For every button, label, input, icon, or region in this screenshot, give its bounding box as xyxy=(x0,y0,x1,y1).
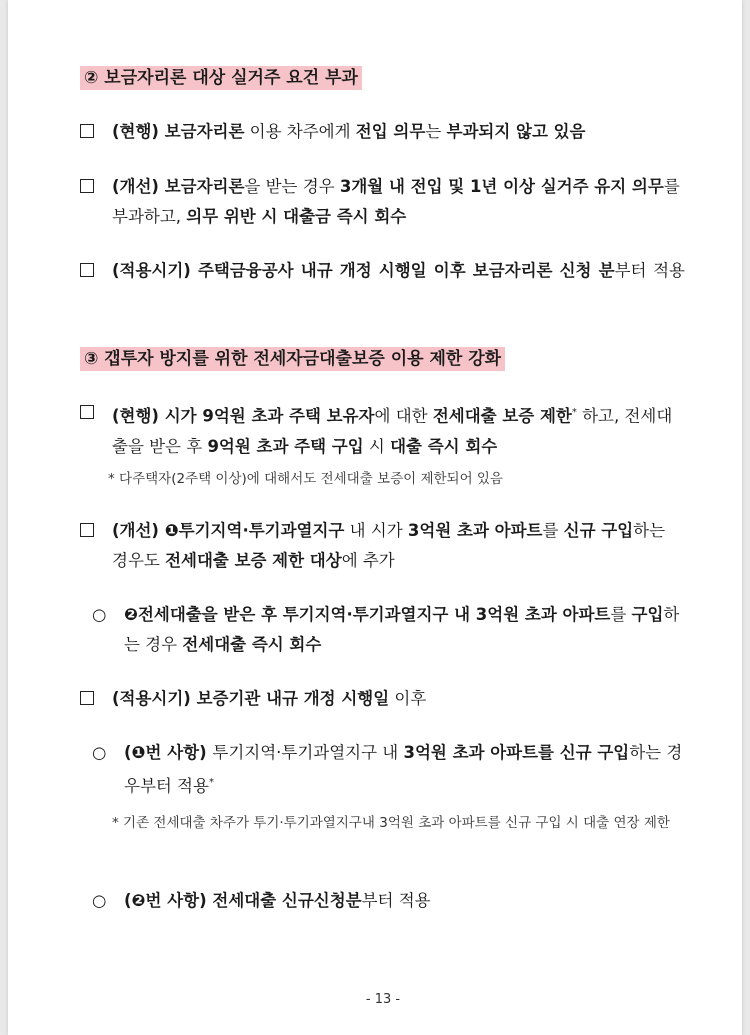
text-fragment: 구입 xyxy=(631,605,664,624)
text-fragment: (개선) xyxy=(112,177,159,196)
text-fragment: ❶투기지역·투기과열지구 xyxy=(158,521,345,540)
text-fragment: 보금자리론 xyxy=(158,177,245,196)
footnote-marker: * xyxy=(571,407,577,418)
bullet-item-effective-date xyxy=(80,256,685,286)
checkbox-square-icon xyxy=(80,691,94,705)
text-fragment: 투기지역·투기과열지구 내 xyxy=(212,743,404,762)
text-fragment: 신규 구입 xyxy=(563,521,634,540)
text-fragment: 전세대출 즉시 회수 xyxy=(182,635,322,654)
text-fragment: 부터 적용 xyxy=(614,261,685,280)
text-fragment: 하는 경우부터 적용 xyxy=(124,743,683,796)
text-fragment: ❷번 사항 xyxy=(131,891,200,910)
text-fragment: 전입 의무 xyxy=(355,122,426,141)
text-fragment: 를 xyxy=(542,521,564,540)
text-fragment: 에 추가 xyxy=(341,551,395,570)
circle-bullet-icon: ○ xyxy=(92,605,107,624)
text-fragment: 부과되지 않고 있음 xyxy=(446,122,586,141)
bullet-item-current xyxy=(80,398,685,462)
text-fragment: 이용 차주에게 xyxy=(244,122,356,141)
checkbox-square-icon xyxy=(80,179,94,193)
footnote: * 기존 전세대출 차주가 투기·투기과열지구내 3억원 초과 아파트를 신규 구입 시 대출 연장 제한 xyxy=(112,815,670,831)
label-current: (현행) xyxy=(112,122,159,141)
text-fragment: (현행) xyxy=(112,406,159,426)
text-fragment: 전세대출 보증 제한 대상 xyxy=(165,551,342,570)
section-heading-3: ③ 갭투자 방지를 위한 전세자금대출보증 이용 제한 강화 xyxy=(80,347,505,371)
circle-bullet-icon: ○ xyxy=(92,891,107,910)
text-fragment: 전세대출 보증 제한 xyxy=(432,406,572,426)
text-fragment: 하는 경우도 xyxy=(112,521,666,570)
sub-item xyxy=(92,600,685,660)
text-fragment: 시가 9억원 초과 주택 보유자 xyxy=(158,406,375,426)
footnote: * 다주택자(2주택 이상)에 대해서도 전세대출 보증이 제한되어 있음 xyxy=(108,471,503,487)
text-fragment: (개선) xyxy=(112,521,159,540)
text-fragment: (적용시기) xyxy=(112,261,191,280)
text-fragment: 3억원 초과 아파트를 신규 구입 xyxy=(403,743,630,762)
sub-item xyxy=(92,886,685,916)
text-fragment: 부터 적용 xyxy=(361,891,431,910)
page-number: - 13 - xyxy=(365,992,401,1007)
document-page xyxy=(8,0,742,1035)
text-fragment: ( xyxy=(124,743,132,762)
text-fragment: ❶번 사항 xyxy=(131,743,200,762)
sub-item xyxy=(92,738,685,802)
section-heading-2: ② 보금자리론 대상 실거주 요건 부과 xyxy=(80,66,362,90)
text-fragment: 하고, 전세대출을 받은 후 xyxy=(112,406,673,456)
text-fragment: 내 시가 xyxy=(344,521,408,540)
text-fragment: ) xyxy=(199,891,213,910)
text-fragment: 의무 위반 시 대출금 즉시 회수 xyxy=(186,207,407,226)
bullet-item-current xyxy=(80,117,685,147)
text-fragment: ( xyxy=(124,891,132,910)
text-fragment: 9억원 초과 주택 구입 xyxy=(207,436,364,456)
checkbox-square-icon xyxy=(80,405,94,419)
text-fragment: 전세대출 신규신청분 xyxy=(212,891,362,910)
text-fragment: ) xyxy=(199,743,213,762)
circle-bullet-icon: ○ xyxy=(92,743,107,762)
text-fragment: 보증기관 내규 개정 시행일 xyxy=(190,689,390,708)
text-fragment: 3억원 초과 아파트 xyxy=(407,521,543,540)
bullet-item-improvement xyxy=(80,516,685,576)
text-fragment: 시 xyxy=(363,436,391,456)
checkbox-square-icon xyxy=(80,523,94,537)
checkbox-square-icon xyxy=(80,124,94,138)
text-fragment: 3개월 내 전입 및 1년 이상 실거주 유지 의무 xyxy=(339,177,664,196)
text-fragment: 을 받는 경우 xyxy=(244,177,340,196)
text-fragment: 하는 경우 xyxy=(124,605,680,654)
text-fragment: 에 대한 xyxy=(374,406,433,426)
footnote-marker: * xyxy=(208,777,214,788)
text-fragment: 보금자리론 xyxy=(158,122,245,141)
text-fragment: 를 부과하고, xyxy=(112,177,680,226)
bullet-item-effective-date xyxy=(80,684,685,714)
text-fragment: (적용시기) xyxy=(112,689,191,708)
text-fragment: ❷전세대출을 받은 후 투기지역·투기과열지구 내 3억원 초과 아파트 xyxy=(124,605,611,624)
text-fragment: 대출 즉시 회수 xyxy=(390,436,498,456)
text-fragment: 이후 xyxy=(389,689,427,708)
text-fragment: 는 xyxy=(425,122,447,141)
bullet-item-improvement xyxy=(80,172,685,232)
text-fragment: 를 xyxy=(610,605,632,624)
text-fragment: 주택금융공사 내규 개정 시행일 이후 보금자리론 신청 분 xyxy=(190,261,615,280)
checkbox-square-icon xyxy=(80,263,94,277)
